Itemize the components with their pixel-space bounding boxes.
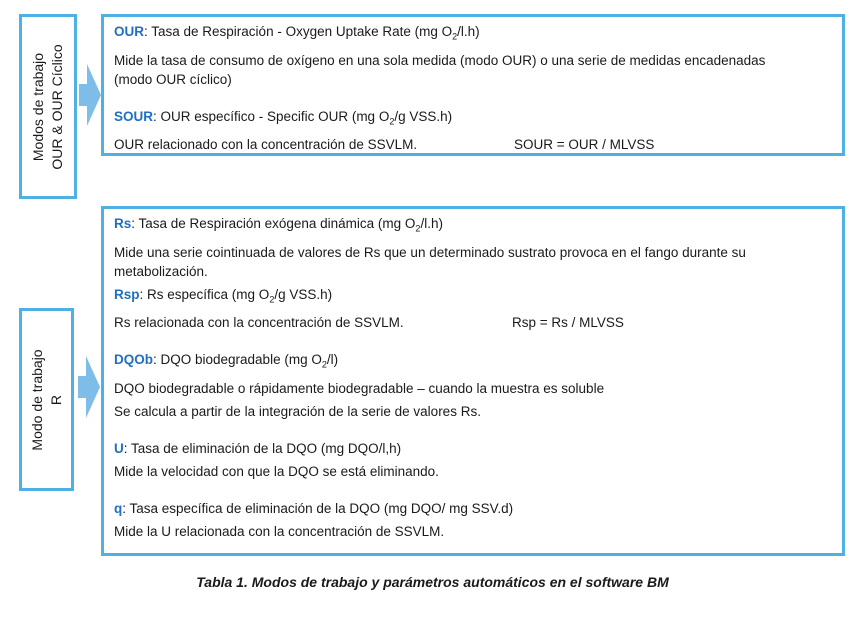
panel-our-modes xyxy=(101,14,845,156)
q-description: Mide la U relacionada con la concentración de SSVLM. xyxy=(114,524,445,540)
q-title: q: Tasa específica de eliminación de la DQO (mg DQO/ mg SSV.d) xyxy=(114,501,514,517)
arrow-right-icon xyxy=(76,352,102,422)
u-description: Mide la velocidad con que la DQO se está eliminando. xyxy=(114,464,439,480)
dqob-title: DQOb: DQO biodegradable (mg $O_2/l$) xyxy=(114,352,339,371)
arrow-right-icon xyxy=(77,60,103,130)
sour-description: OUR relacionado con la concentración de SSVLM. SOUR = OUR / MLVSS xyxy=(114,137,655,153)
u-title: U: Tasa de eliminación de la DQO (mg DQO/l,h) xyxy=(114,441,402,457)
rs-description: Mide una serie cointinuada de valores de Rs que un determinado sustrato provoca en el fango durante su metabolización. xyxy=(114,244,746,279)
our-description: Mide la tasa de consumo de oxígeno en una sola medida (modo OUR) o una serie de medidas encadenadas (modo OUR cíclico) xyxy=(114,52,766,87)
mode-label-r: Modo de trabajo R xyxy=(28,348,64,451)
rsp-formula: Rsp = Rs / MLVSS xyxy=(512,315,624,331)
sour-title: SOUR: OUR específico - Specific OUR (mg $O_2/g$ VSS.h) xyxy=(114,108,453,127)
rsp-title: Rsp: Rs específica (mg $O_2/g$ VSS.h) xyxy=(114,286,333,305)
dqob-description: DQO biodegradable o rápidamente biodegradable – cuando la muestra es soluble xyxy=(114,381,605,397)
rs-title: Rs: Tasa de Respiración exógena dinámica (mg $O_2/l.h$) xyxy=(114,216,443,234)
mode-box-our xyxy=(19,14,77,199)
mode-label-our: Modos de trabajo OUR & OUR Cíclico xyxy=(30,43,65,170)
rsp-description: Rs relacionada con la concentración de SSVLM. Rsp = Rs / MLVSS xyxy=(114,315,624,331)
dqob-calculation: Se calcula a partir de la integración de la serie de valores Rs. xyxy=(114,404,481,420)
panel-r-mode xyxy=(101,206,845,556)
table-caption: Tabla 1. Modos de trabajo y parámetros automáticos en el software BM xyxy=(196,574,669,590)
mode-box-r xyxy=(19,308,74,491)
sour-formula: SOUR = OUR / MLVSS xyxy=(514,137,655,153)
our-title: OUR: Tasa de Respiración - Oxygen Uptake Rate (mg $O_2/l.h$) xyxy=(114,24,480,42)
